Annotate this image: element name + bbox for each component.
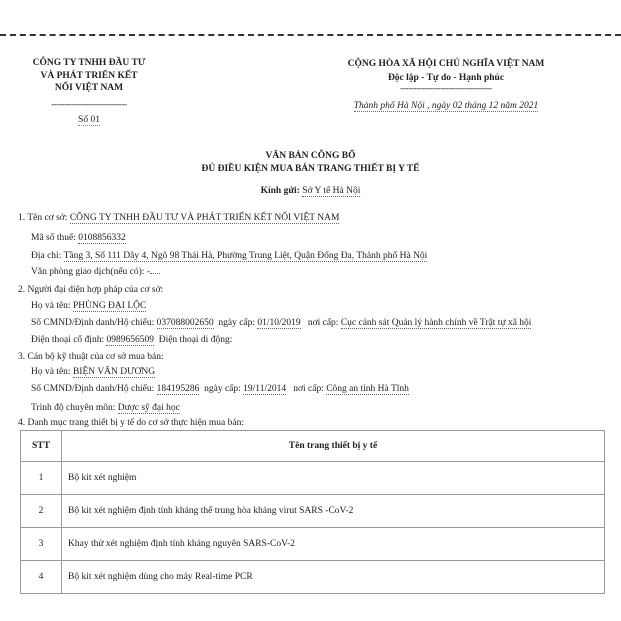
row-stt: 4: [21, 561, 62, 594]
top-dashed-border: [0, 34, 621, 36]
id-label: Số CMND/Định danh/Hộ chiếu:: [31, 318, 155, 328]
equipment-table: [20, 430, 605, 594]
document-number: Số 01: [78, 114, 100, 125]
national-separator: ----------------------------------: [400, 83, 492, 93]
issue-date-value: 01/10/2019: [257, 318, 301, 328]
company-separator: ----------------------------: [51, 98, 127, 109]
row-stt: 2: [21, 495, 62, 528]
mobile-label: Điện thoại di động:: [158, 335, 233, 345]
tax-value: 0108856332: [78, 233, 126, 243]
representative-row: [31, 301, 146, 311]
tax-label: Mã số thuế:: [31, 233, 76, 243]
office-value: -: [146, 267, 150, 277]
technician-row: [31, 367, 155, 377]
representative-id-row: [31, 318, 531, 328]
section2-heading: 2. Người đại diện hợp pháp của cơ sở:: [18, 285, 164, 295]
table-row: [21, 561, 605, 594]
table-row: [21, 495, 605, 528]
issue-date-label: ngày cấp:: [218, 318, 256, 328]
recipient-label: Kính gửi:: [260, 186, 300, 196]
technician-name: BIỆN VĂN DƯƠNG: [72, 367, 156, 377]
document-subtitle: ĐỦ ĐIỀU KIỆN MUA BÁN TRANG THIẾT BỊ Y TẾ: [201, 164, 420, 174]
row-stt: 3: [21, 528, 62, 561]
issue-place-value: Cục cảnh sát Quản lý hành chính về Trật tự xã hội: [340, 318, 532, 328]
document-date: Thành phố Hà Nội , ngày 02 tháng 12 năm 2021: [353, 101, 539, 111]
national-header: [330, 57, 562, 113]
column-header-stt: STT: [21, 431, 62, 462]
technician-issue-date: 19/11/2014: [243, 384, 287, 394]
phone-value: 0989656509: [106, 335, 154, 345]
office-label: Văn phòng giao dịch(nếu có):: [31, 267, 145, 277]
address-label: Địa chỉ:: [31, 251, 62, 261]
row-equipment-name: Bộ kit xét nghiệm dùng cho máy Real-time PCR: [62, 561, 605, 594]
qualification-value: Dược sỹ đại học: [117, 403, 180, 413]
issue-place-label: nơi cấp:: [307, 318, 339, 328]
technician-issue-place-label: nơi cấp:: [293, 384, 324, 394]
row-equipment-name: Bộ kit xét nghiệm định tính kháng thể trung hòa kháng virut SARS -CoV-2: [62, 495, 605, 528]
company-header: [14, 57, 164, 126]
company-name-value: CÔNG TY TNHH ĐẦU TƯ VÀ PHÁT TRIỂN KẾT NỐI VIỆT NAM: [69, 213, 340, 223]
national-title: CỘNG HÒA XÃ HỘI CHỦ NGHĨA VIỆT NAM: [347, 59, 545, 69]
section1-name-row: [18, 213, 339, 223]
representative-name-label: Họ và tên:: [31, 301, 71, 311]
technician-issue-date-label: ngày cấp:: [204, 384, 241, 394]
row-equipment-name: Khay thử xét nghiệm định tính kháng nguyên SARS-CoV-2: [62, 528, 605, 561]
technician-name-label: Họ và tên:: [31, 367, 71, 377]
technician-id-label: Số CMND/Định danh/Hộ chiếu:: [31, 384, 155, 394]
qualification-label: Trình độ chuyên môn:: [31, 403, 116, 413]
document-title: VĂN BẢN CÔNG BỐ: [265, 151, 356, 161]
section4-heading: 4. Danh mục trang thiết bị y tế do cơ sở thực hiện mua bán:: [18, 418, 244, 428]
section1-label: 1. Tên cơ sở:: [18, 213, 68, 223]
representative-name: PHÙNG ĐẠI LỘC: [72, 301, 147, 311]
technician-issue-place: Công an tỉnh Hà Tĩnh: [326, 384, 409, 394]
qualification-row: [31, 403, 180, 413]
table-row: [21, 528, 605, 561]
row-stt: 1: [21, 462, 62, 495]
national-motto: Độc lập - Tự do - Hạnh phúc: [387, 73, 505, 83]
address-value: Tầng 3, Số 111 Dãy 4, Ngõ 98 Thái Hà, Phường Trung Liệt, Quận Đống Đa, Thành phố Hà Nội: [63, 251, 428, 261]
company-name-line1: CÔNG TY TNHH ĐẦU TƯ: [32, 58, 146, 68]
company-name-line2: VÀ PHÁT TRIỂN KẾT: [40, 70, 138, 81]
office-row: [31, 267, 160, 277]
address-row: [31, 251, 427, 261]
company-name-line3: NỐI VIỆT NAM: [54, 83, 124, 93]
id-value: 037088002650: [156, 318, 214, 328]
phone-label: Điện thoại cố định:: [31, 335, 105, 345]
row-equipment-name: Bộ kit xét nghiệm: [62, 462, 605, 495]
office-dots: [150, 273, 160, 274]
section3-heading: 3. Cán bộ kỹ thuật của cơ sở mua bán:: [18, 352, 164, 362]
technician-id-value: 184195286: [156, 384, 200, 394]
technician-id-row: [31, 384, 409, 394]
recipient-value: Sở Y tế Hà Nội: [302, 186, 361, 196]
tax-row: [31, 233, 126, 243]
column-header-name: Tên trang thiết bị y tế: [62, 431, 605, 462]
table-header-row: [21, 431, 605, 462]
recipient: [0, 186, 621, 196]
phone-row: [31, 335, 232, 345]
table-row: [21, 462, 605, 495]
